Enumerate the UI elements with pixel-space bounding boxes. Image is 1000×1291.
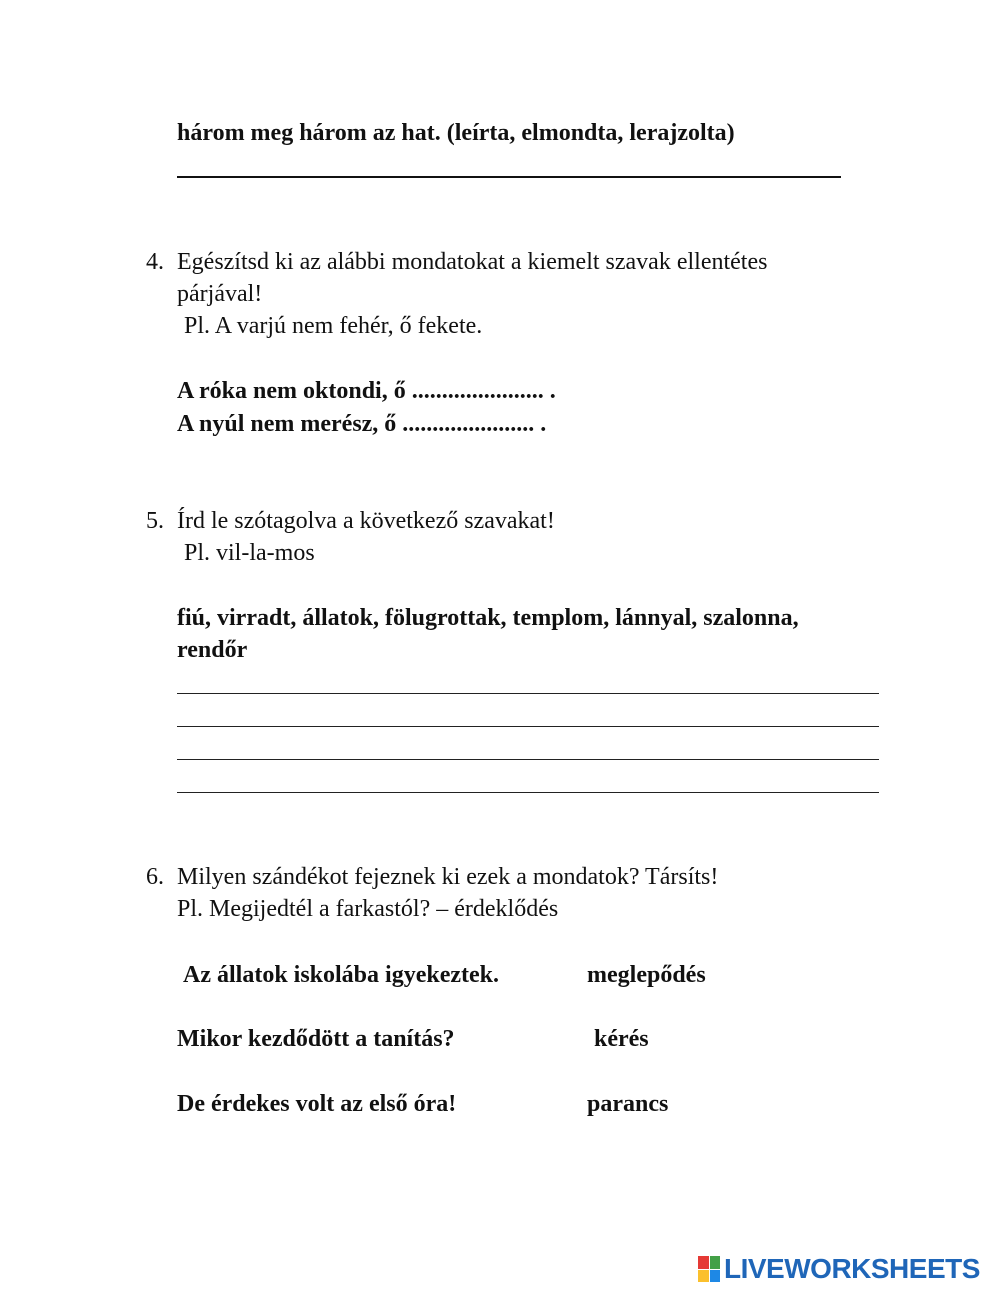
task6-sentence-2[interactable]: Mikor kezdődött a tanítás? [177, 1026, 455, 1052]
liveworksheets-logo-icon [698, 1256, 720, 1282]
task5-words-line2: rendőr [177, 637, 248, 663]
task6-sentence-3[interactable]: De érdekes volt az első óra! [177, 1091, 457, 1117]
task4-number: 4. [146, 249, 164, 275]
task4-instruction-line1: Egészítsd ki az alábbi mondatokat a kiemelt szavak ellentétes [177, 249, 768, 275]
task6-intent-2[interactable]: kérés [594, 1026, 649, 1052]
top-sentence: három meg három az hat. (leírta, elmondta, lerajzolta) [177, 120, 735, 146]
answer-line[interactable] [177, 759, 879, 760]
logo-text: LIVEWORKSHEETS [724, 1253, 980, 1284]
task6-intent-1[interactable]: meglepődés [587, 962, 706, 988]
task6-example: Pl. Megijedtél a farkastól? – érdeklődés [177, 896, 559, 922]
answer-line[interactable] [177, 693, 879, 694]
task5-words-line1: fiú, virradt, állatok, fölugrottak, templom, lánnyal, szalonna, [177, 605, 799, 631]
task4-sentence-2: A nyúl nem merész, ő ...................... . [177, 411, 547, 437]
liveworksheets-logo[interactable] [698, 1254, 980, 1284]
task6-intent-3[interactable]: parancs [587, 1091, 669, 1117]
answer-line[interactable] [177, 176, 841, 178]
task4-instruction-line2: párjával! [177, 281, 263, 307]
task5-instruction: Írd le szótagolva a következő szavakat! [177, 508, 555, 534]
task4-sentence-1: A róka nem oktondi, ő ...................... . [177, 378, 556, 404]
answer-line[interactable] [177, 792, 879, 793]
task6-instruction: Milyen szándékot fejeznek ki ezek a mondatok? Társíts! [177, 864, 719, 890]
task5-example: Pl. vil-la-mos [184, 540, 315, 566]
task6-sentence-1[interactable]: Az állatok iskolába igyekeztek. [183, 962, 499, 988]
task4-example: Pl. A varjú nem fehér, ő fekete. [184, 313, 483, 339]
task5-number: 5. [146, 508, 164, 534]
answer-line[interactable] [177, 726, 879, 727]
task6-number: 6. [146, 864, 164, 890]
